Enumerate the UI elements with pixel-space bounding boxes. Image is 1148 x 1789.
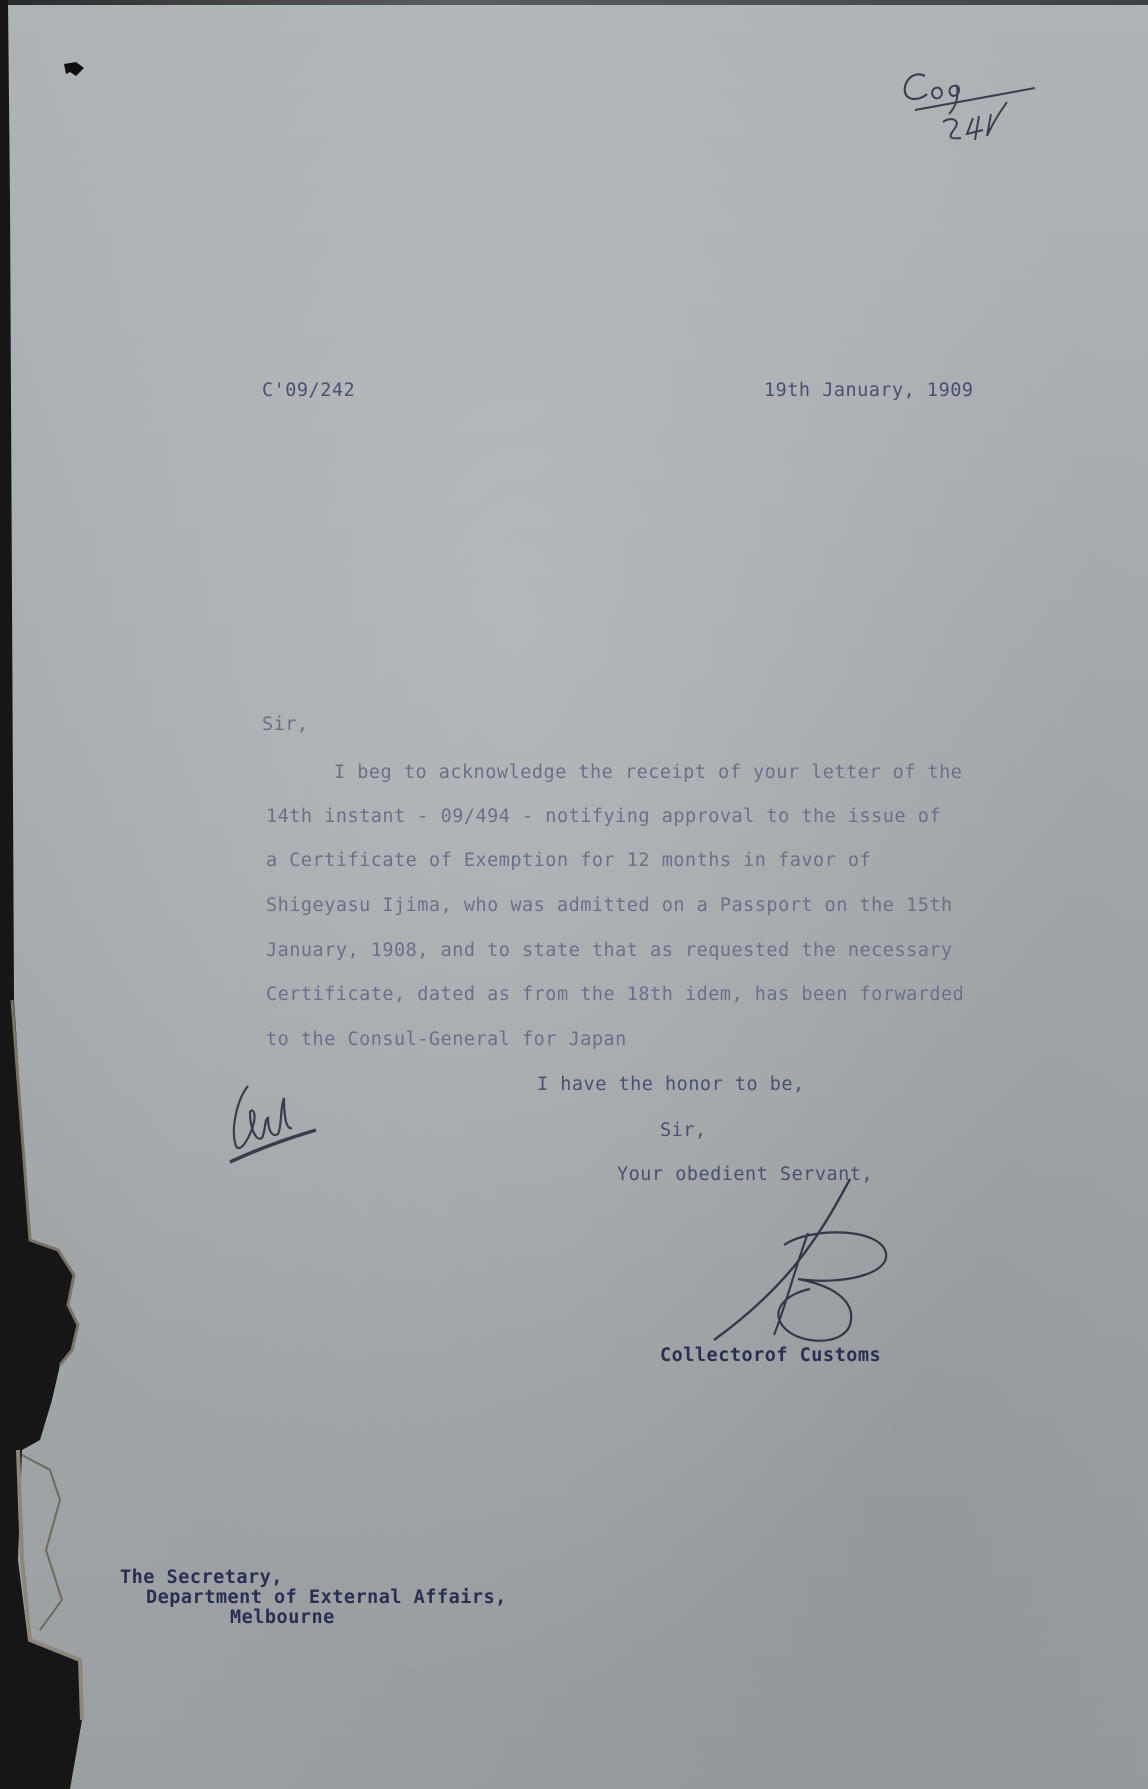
top-edge <box>0 0 1148 5</box>
body-line-2: 14th instant - 09/494 - notifying approval to the issue of <box>266 806 942 827</box>
letter-date: 19th January, 1909 <box>764 380 974 401</box>
signature <box>700 1175 900 1350</box>
body-line-4: Shigeyasu Ijima, who was admitted on a Passport on the 15th <box>266 895 953 916</box>
initials-drawing <box>226 1068 326 1178</box>
body-line-6: Certificate, dated as from the 18th idem, has been forwarded <box>266 984 965 1005</box>
addressee-line-2: Department of External Affairs, <box>146 1587 507 1608</box>
addressee-line-1: The Secretary, <box>120 1567 283 1588</box>
body-line-3: a Certificate of Exemption for 12 months in favor of <box>266 850 872 871</box>
addressee-line-3: Melbourne <box>230 1607 335 1628</box>
handwritten-file-ref <box>895 58 1075 158</box>
marginal-initials <box>226 1068 326 1178</box>
reference-number: C'09/242 <box>262 380 356 401</box>
body-line-7: to the Consul-General for Japan <box>266 1029 627 1050</box>
body-line-5: January, 1908, and to state that as requested the necessary <box>266 940 953 961</box>
punch-hole-mark <box>62 60 86 78</box>
signatory-title: Collectorof Customs <box>660 1345 882 1366</box>
handwritten-ref-drawing <box>895 58 1075 158</box>
closing-servant: Your obedient Servant, <box>617 1164 874 1185</box>
closing-sir: Sir, <box>660 1120 707 1141</box>
body-line-1: I beg to acknowledge the receipt of your letter of the <box>334 762 963 783</box>
torn-left-edge <box>0 0 90 1789</box>
salutation: Sir, <box>262 714 309 735</box>
closing-honor: I have the honor to be, <box>537 1074 805 1095</box>
